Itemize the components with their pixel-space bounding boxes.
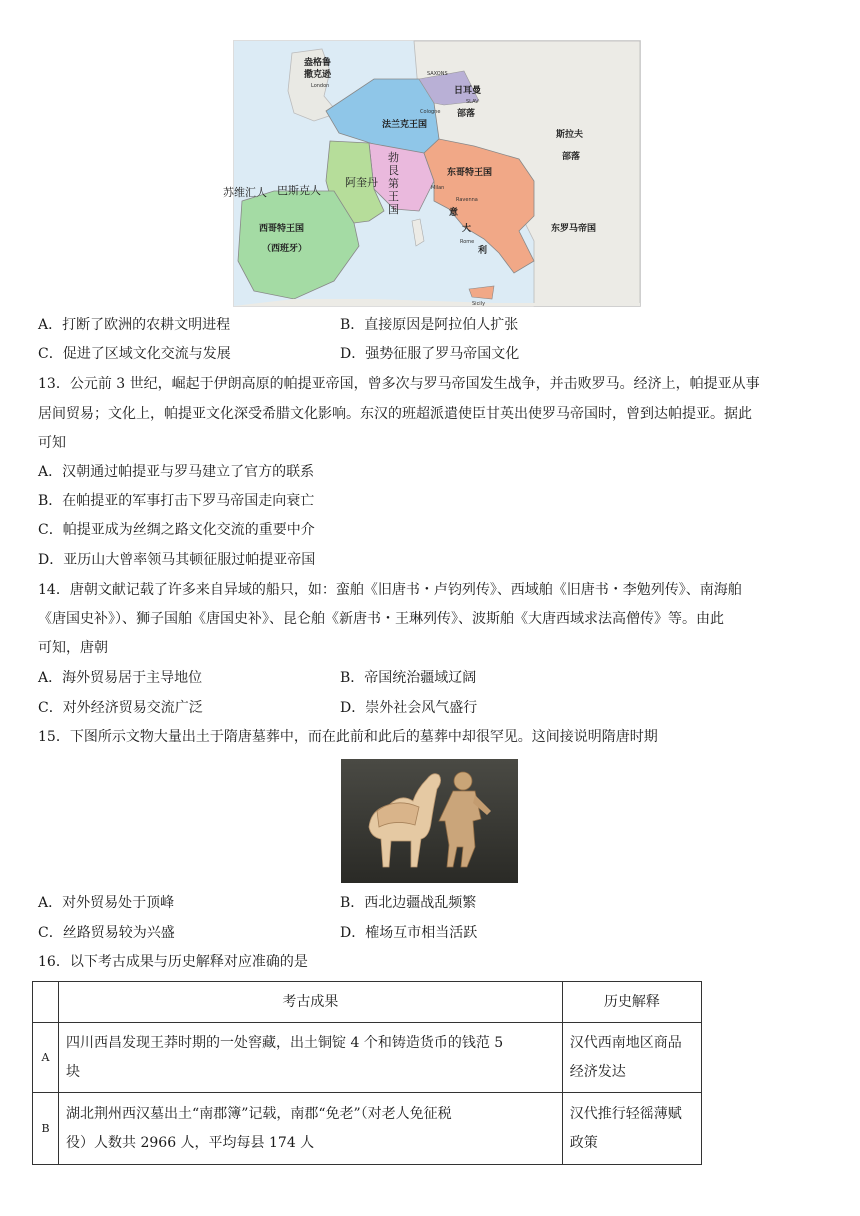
map-label-italy-1: 意 (449, 208, 459, 218)
q13-option-b: B．在帕提亚的军事打击下罗马帝国走向衰亡 (38, 493, 315, 509)
row-a-finding (59, 1023, 563, 1093)
row-a-explanation (562, 1023, 701, 1093)
q16-stem: 16．以下考古成果与历史解释对应准确的是 (38, 954, 308, 970)
map-label-slavic-1: 斯拉夫 (556, 130, 584, 140)
map-label-saxons: SAXONS (427, 71, 448, 77)
row-b-explanation (562, 1093, 701, 1165)
row-b-explanation-line-1: 汉代推行轻徭薄赋 (569, 1105, 682, 1122)
camel-figurine-svg (341, 759, 518, 883)
q13-stem-line-1: 13．公元前 3 世纪，崛起于伊朗高原的帕提亚帝国，曾多次与罗马帝国发生战争，并击败罗马。经济上，帕提亚从事 (38, 376, 760, 392)
q13-option-a: A．汉朝通过帕提亚与罗马建立了官方的联系 (38, 464, 315, 480)
europe-map-svg (223, 41, 640, 307)
row-b-explanation-line-2: 政策 (569, 1134, 598, 1151)
map-label-slav: SLAV (466, 99, 479, 105)
q12-option-b: B．直接原因是阿拉伯人扩张 (340, 317, 519, 333)
q15-option-c: C．丝路贸易较为兴盛 (38, 925, 175, 941)
map-label-aquitaine: 阿奎丹 (345, 176, 378, 189)
map-label-anglo-saxon-2: 撒克逊 (304, 70, 332, 80)
q14-option-c: C．对外经济贸易交流广泛 (38, 700, 203, 716)
map-label-anglo-saxon-1: 盎格鲁 (304, 58, 332, 68)
map-label-rome: Rome (460, 239, 475, 245)
q14-stem-line-1: 14．唐朝文献记载了许多来自异域的船只，如：蛮舶《旧唐书・卢钧列传》、西域舶《旧唐书・李勉列传》、南海舶 (38, 582, 742, 598)
map-label-sicily: Sicily (472, 301, 486, 307)
table-row (33, 1093, 702, 1165)
map-label-burgundy-3: 第 (388, 177, 399, 190)
row-a-explanation-line-1: 汉代西南地区商品 (569, 1034, 682, 1051)
table-header-finding: 考古成果 (59, 982, 563, 1023)
map-label-milan: Milan (431, 185, 445, 191)
map-label-germanic-1: 日耳曼 (454, 86, 482, 96)
map-label-ostrogoth: 东哥特王国 (447, 168, 493, 178)
row-a-finding-line-2: 块 (66, 1063, 81, 1080)
q15-stem: 15．下图所示文物大量出土于隋唐墓葬中，而在此前和此后的墓葬中却很罕见。这间接说明隋唐时期 (38, 729, 658, 745)
row-a-explanation-line-2: 经济发达 (569, 1063, 626, 1080)
q13-stem-line-3: 可知 (38, 435, 66, 451)
table-header-row (33, 982, 702, 1023)
camel-figurine-photo (341, 759, 518, 883)
q14-option-d: D．崇外社会风气盛行 (340, 700, 478, 716)
q15-option-d: D．榷场互市相当活跃 (340, 925, 478, 941)
map-label-ravenna: Ravenna (456, 197, 478, 203)
q12-option-c: C．促进了区域文化交流与发展 (38, 346, 231, 362)
q16-table (32, 981, 702, 1165)
map-label-italy-2: 大 (462, 224, 472, 234)
q13-option-c: C．帕提亚成为丝绸之路文化交流的重要中介 (38, 522, 315, 538)
q15-option-b: B．西北边疆战乱频繁 (340, 895, 477, 911)
q13-option-d: D．亚历山大曾率领马其顿征服过帕提亚帝国 (38, 552, 316, 568)
map-label-london: London (311, 83, 330, 89)
europe-map-figure (223, 40, 641, 307)
row-b-label: B (33, 1093, 59, 1165)
map-label-germanic-2: 部落 (457, 109, 476, 119)
map-label-suevi: 苏维汇人 (223, 186, 267, 199)
q13-stem-line-2: 居间贸易；文化上，帕提亚文化深受希腊文化影响。东汉的班超派遣使臣甘英出使罗马帝国时，曾到达帕提亚。据此 (38, 406, 752, 422)
row-b-finding-line-1: 湖北荆州西汉墓出土“南郡簿”记载，南郡“免老”（对老人免征税 (66, 1105, 452, 1122)
map-label-frankish: 法兰克王国 (382, 120, 428, 130)
row-b-finding-line-2: 役）人数共 2966 人，平均每县 174 人 (66, 1134, 315, 1151)
q12-option-a: A．打断了欧洲的农耕文明进程 (38, 317, 231, 333)
map-label-slavic-2: 部落 (562, 152, 581, 162)
table-header-label (33, 982, 59, 1023)
q14-option-b: B．帝国统治疆域辽阔 (340, 670, 477, 686)
map-label-cologne: Cologne (420, 109, 441, 115)
q15-option-a: A．对外贸易处于顶峰 (38, 895, 175, 911)
map-label-visigoth-2: （西班牙） (262, 244, 308, 254)
q14-option-a: A．海外贸易居于主导地位 (38, 670, 203, 686)
map-label-italy-3: 利 (478, 246, 488, 256)
q12-option-d: D．强势征服了罗马帝国文化 (340, 346, 520, 362)
row-a-finding-line-1: 四川西昌发现王莽时期的一处窖藏，出土铜锭 4 个和铸造货币的钱范 5 (66, 1034, 504, 1051)
map-label-burgundy-1: 勃 (388, 151, 399, 164)
map-label-burgundy-4: 王 (388, 190, 399, 203)
row-b-finding (59, 1093, 563, 1165)
row-a-label: A (33, 1023, 59, 1093)
q14-stem-line-3: 可知，唐朝 (38, 640, 108, 656)
map-label-burgundy-2: 艮 (388, 164, 399, 177)
table-row (33, 1023, 702, 1093)
map-label-east-rome: 东罗马帝国 (551, 224, 597, 234)
map-label-basque: 巴斯克人 (277, 184, 321, 197)
table-header-explanation: 历史解释 (562, 982, 701, 1023)
q14-stem-line-2: 《唐国史补》）、狮子国舶《唐国史补》、昆仑舶《新唐书・王琳列传》、波斯舶《大唐西域求法高僧传》等。由此 (38, 611, 724, 627)
map-label-burgundy-5: 国 (388, 203, 399, 216)
map-label-visigoth-1: 西哥特王国 (259, 224, 305, 234)
